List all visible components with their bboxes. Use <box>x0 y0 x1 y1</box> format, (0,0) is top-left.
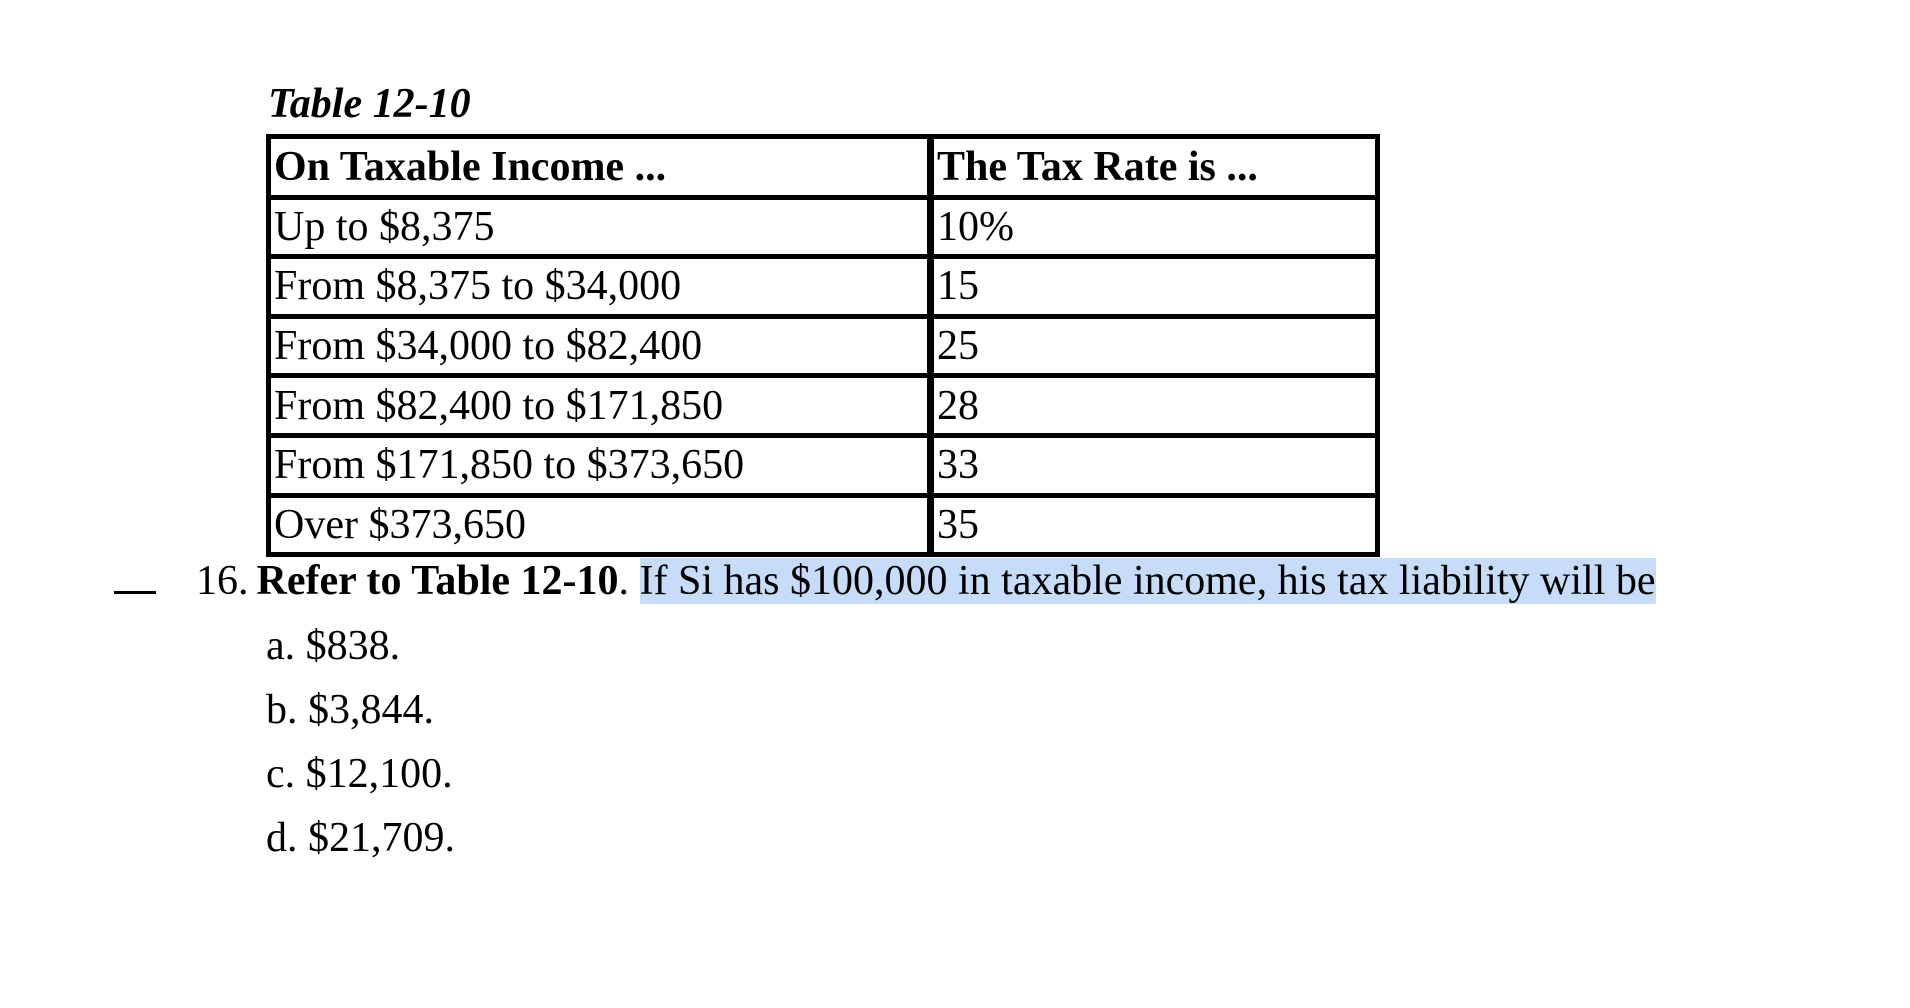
income-cell: From $171,850 to $373,650 <box>269 435 929 495</box>
income-cell: From $34,000 to $82,400 <box>269 316 929 376</box>
rate-cell: 28 <box>929 375 1377 435</box>
table-row <box>269 435 1377 495</box>
option-a[interactable]: a. $838. <box>266 623 401 669</box>
question-number: 16. <box>196 558 249 604</box>
table-reference: Refer to Table 12-10 <box>256 558 619 604</box>
income-cell: From $8,375 to $34,000 <box>269 256 929 316</box>
question-16 <box>114 555 1656 607</box>
tax-rate-table <box>266 134 1380 557</box>
option-c[interactable]: c. $12,100. <box>266 751 453 797</box>
table-header-row <box>269 137 1377 197</box>
rate-cell: 35 <box>929 495 1377 555</box>
question-text-selected[interactable]: If Si has $100,000 in taxable income, his tax liability will be <box>639 558 1656 604</box>
table-row <box>269 375 1377 435</box>
income-cell: Up to $8,375 <box>269 197 929 257</box>
table-row <box>269 197 1377 257</box>
table-row <box>269 256 1377 316</box>
reference-separator: . <box>618 558 630 604</box>
rate-cell: 25 <box>929 316 1377 376</box>
column-header-rate: The Tax Rate is ... <box>929 137 1377 197</box>
column-header-income: On Taxable Income ... <box>269 137 929 197</box>
answer-blank[interactable] <box>114 557 156 594</box>
option-b[interactable]: b. $3,844. <box>266 687 434 733</box>
answer-options <box>266 614 455 870</box>
rate-cell: 15 <box>929 256 1377 316</box>
table-caption: Table 12-10 <box>268 81 471 127</box>
income-cell: Over $373,650 <box>269 495 929 555</box>
income-cell: From $82,400 to $171,850 <box>269 375 929 435</box>
rate-cell: 33 <box>929 435 1377 495</box>
option-d[interactable]: d. $21,709. <box>266 815 455 861</box>
table-row <box>269 495 1377 555</box>
table-row <box>269 316 1377 376</box>
rate-cell: 10% <box>929 197 1377 257</box>
